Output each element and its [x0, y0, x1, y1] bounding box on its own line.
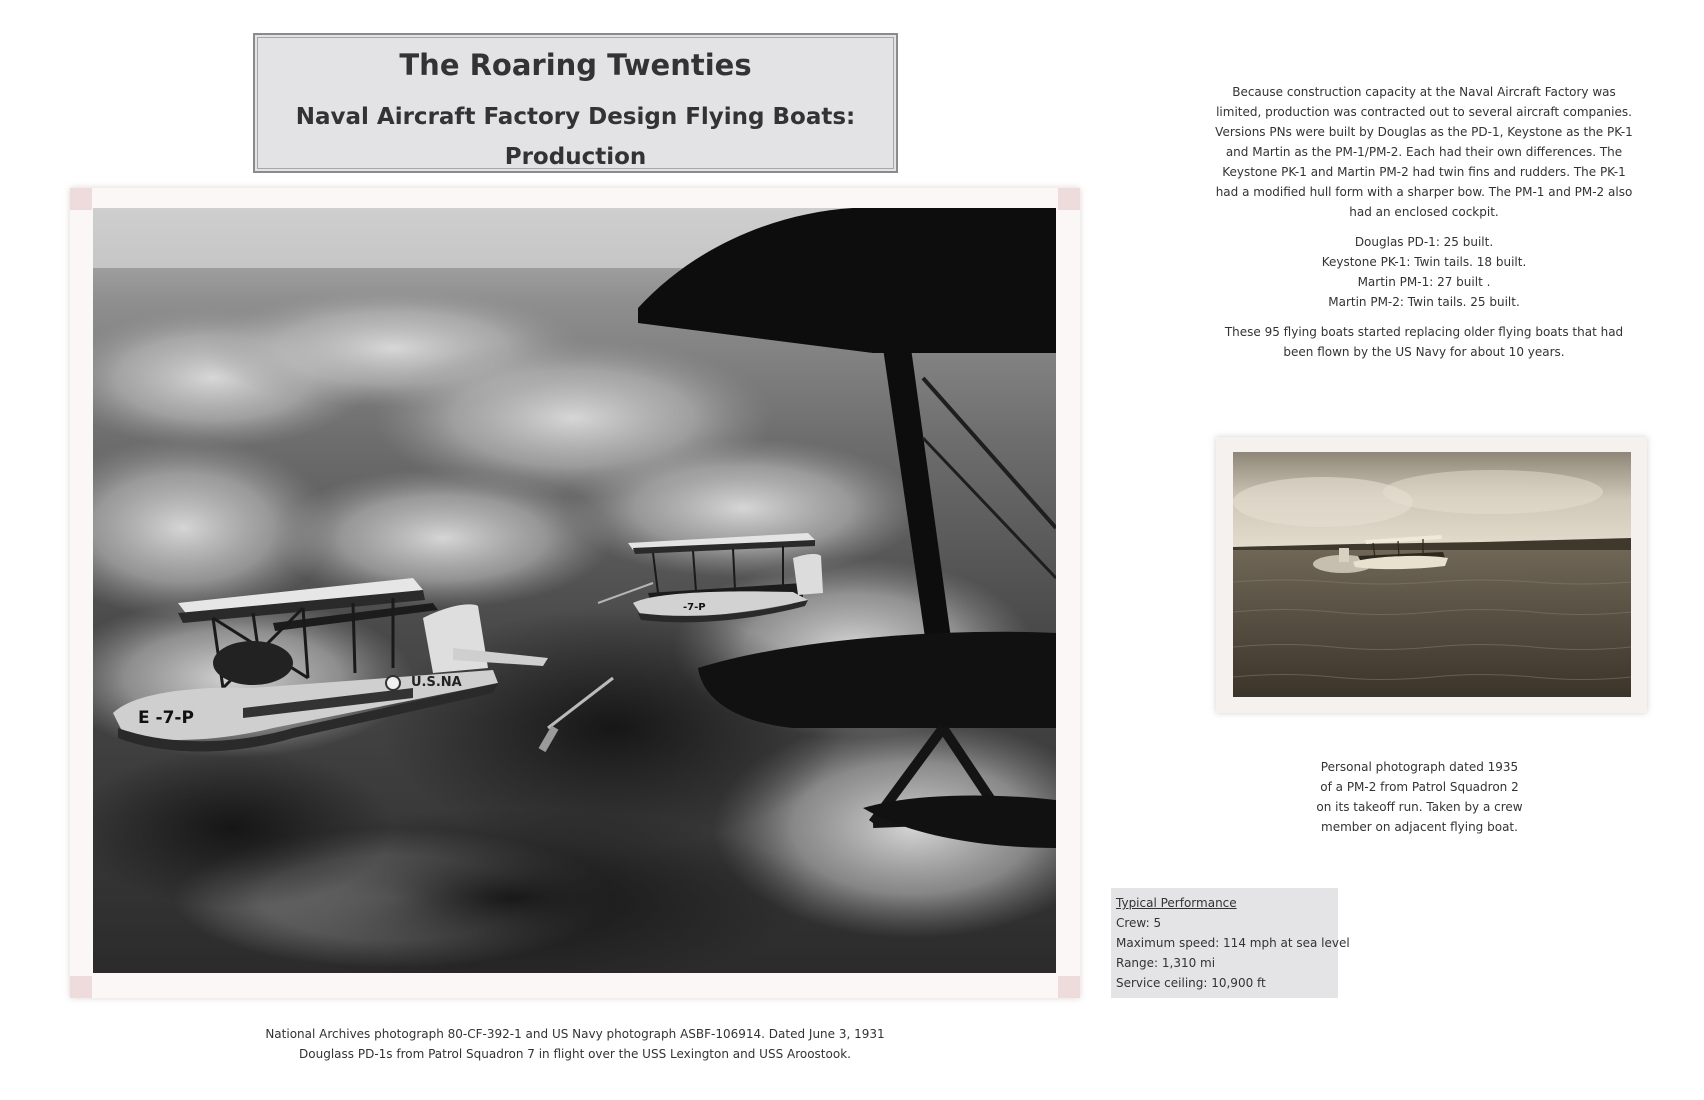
- performance-ceiling: Service ceiling: 10,900 ft: [1116, 976, 1266, 990]
- build-line: Martin PM-1: 27 built .: [1357, 275, 1491, 289]
- build-line: Martin PM-2: Twin tails. 25 built.: [1328, 295, 1520, 309]
- builds-list: [1215, 232, 1633, 312]
- performance-speed: Maximum speed: 114 mph at sea level: [1116, 936, 1350, 950]
- page-title: The Roaring Twenties: [399, 48, 752, 82]
- typical-performance-box: [1111, 888, 1350, 998]
- small-photo-caption: [1287, 757, 1552, 837]
- flying-boats-formation-image: [93, 208, 1056, 973]
- build-line: Douglas PD-1: 25 built.: [1354, 235, 1494, 249]
- description-paragraph-1: Because construction capacity at the Naval Aircraft Factory was limited, production was contracted out to several aircraft companies. Versions PNs were built by Douglas as the PD-1, Keystone as the PK-1 and Martin as the PM-1/PM-2. Each had their own differences. The Keystone PK-1 and Martin PM-2 had twin fins and rudders. The PK-1 had a modified hull form with a sharper bow. The PM-1 and PM-2 also had an enclosed cockpit.: [1215, 85, 1633, 219]
- small-caption-line: member on adjacent flying boat.: [1321, 820, 1518, 834]
- main-photo-caption: [200, 1024, 950, 1064]
- description-paragraph-2: These 95 flying boats started replacing older flying boats that had been flown by the US Navy for about 10 years.: [1224, 325, 1624, 359]
- performance-crew: Crew: 5: [1116, 916, 1162, 930]
- main-caption-line-2: Douglass PD-1s from Patrol Squadron 7 in flight over the USS Lexington and USS Aroostook.: [299, 1047, 851, 1061]
- performance-range: Range: 1,310 mi: [1116, 956, 1216, 970]
- small-caption-line: of a PM-2 from Patrol Squadron 2: [1320, 780, 1519, 794]
- pm2-takeoff-image: [1233, 452, 1631, 697]
- performance-title: Typical Performance: [1116, 896, 1237, 910]
- page-subtitle: [255, 97, 896, 177]
- second-hull-marking: -7-P: [683, 602, 706, 613]
- hull-marking: E -7-P: [138, 708, 194, 728]
- side-marking: U.S.NA: [411, 675, 462, 690]
- small-photograph: [1233, 452, 1631, 697]
- main-caption-line-1: National Archives photograph 80-CF-392-1 and US Navy photograph ASBF-106914. Dated June 3, 1931: [265, 1027, 885, 1041]
- production-description: [1215, 82, 1633, 372]
- title-box: [253, 33, 898, 173]
- small-caption-line: on its takeoff run. Taken by a crew: [1316, 800, 1523, 814]
- subtitle-line-1: Naval Aircraft Factory Design Flying Boats:: [295, 104, 856, 130]
- main-photograph: [93, 208, 1056, 973]
- build-line: Keystone PK-1: Twin tails. 18 built.: [1321, 255, 1527, 269]
- small-caption-line: Personal photograph dated 1935: [1320, 760, 1519, 774]
- subtitle-line-2: Production: [504, 144, 647, 170]
